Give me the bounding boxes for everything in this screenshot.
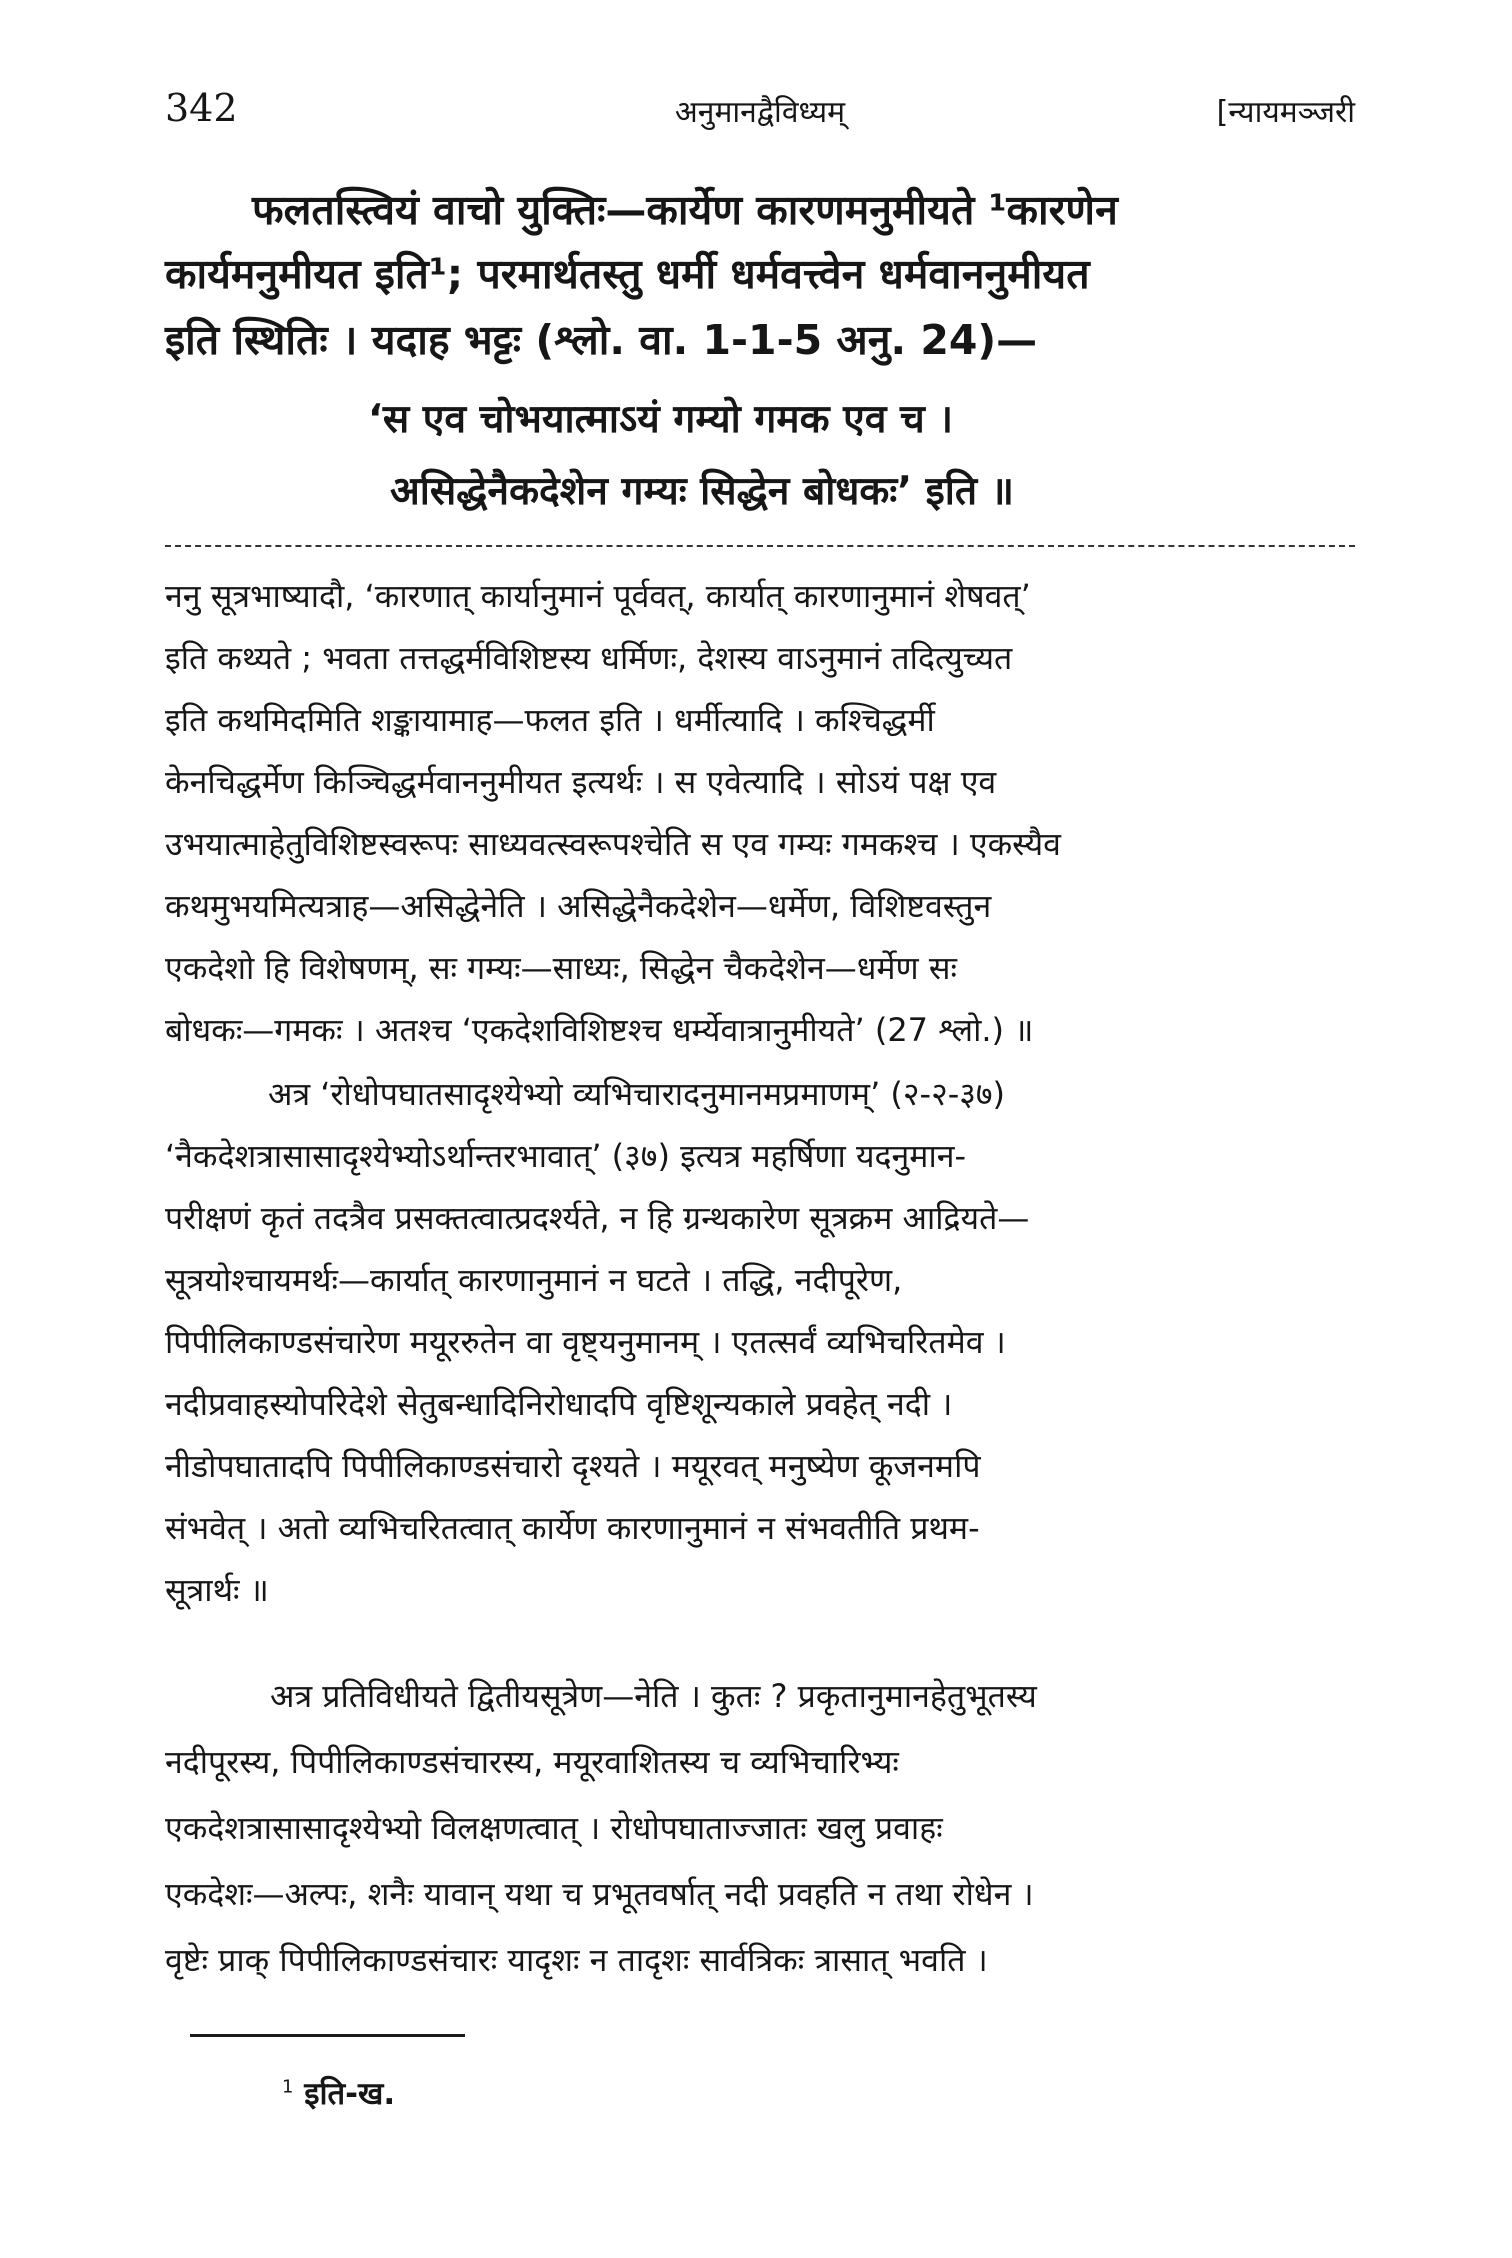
commentary-line: इति कथ्यते ; भवता तत्तद्धर्मविशिष्टस्य धर्मिणः, देशस्य वाऽनुमानं तदित्युच्यत (165, 639, 1013, 677)
commentary-line: केनचिद्धर्मेण किञ्चिद्धर्मवाननुमीयत इत्यर्थः । स एवेत्यादि । सोऽयं पक्ष एव (165, 763, 997, 801)
work-title: [न्यायमञ्जरी (1216, 95, 1355, 130)
commentary-line: पिपीलिकाण्डसंचारेण मयूररुतेन वा वृष्ट्यनुमानम् । एतत्सर्वं व्यभिचरितमेव । (165, 1323, 1006, 1361)
commentary-line: नदीपूरस्य, पिपीलिकाण्डसंचारस्य, मयूरवाशितस्य च व्यभिचारिभ्यः (165, 1743, 899, 1781)
commentary-line: ननु सूत्रभाष्यादौ, ‘कारणात् कार्यानुमानं पूर्ववत्, कार्यात् कारणानुमानं शेषवत्’ (165, 577, 1031, 615)
footnote-text: इति-ख. (304, 2076, 396, 2112)
commentary-line: एकदेशः—अल्पः, शनैः यावान् यथा च प्रभूतवर्षात् नदी प्रवहति न तथा रोधेन । (165, 1875, 1034, 1913)
text-line: इति स्थितिः । यदाह भट्टः (श्लो. वा. 1-1-5 अनु. 24)— (165, 316, 1038, 364)
commentary-line: सूत्रयोश्चायमर्थः—कार्यात् कारणानुमानं न घटते । तद्धि, नदीपूरेण, (165, 1261, 903, 1299)
commentary-line: बोधकः—गमकः । अतश्च ‘एकदेशविशिष्टश्च धर्म्येवात्रानुमीयते’ (27 श्लो.) ॥ (165, 1011, 1034, 1049)
commentary-line: वृष्टेः प्राक् पिपीलिकाण्डसंचारः यादृशः न तादृशः सार्वत्रिकः त्रासात् भवति । (165, 1941, 988, 1979)
page-number: 342 (165, 86, 238, 130)
commentary-line: अत्र ‘रोधोपघातसादृश्येभ्यो व्यभिचारादनुमानमप्रमाणम्’ (२-२-३७) (268, 1075, 1006, 1113)
text-line: कार्यमनुमीयत इति¹; परमार्थतस्तु धर्मी धर्मवत्त्वेन धर्मवाननुमीयत (165, 250, 1090, 298)
commentary-line: उभयात्माहेतुविशिष्टस्वरूपः साध्यवत्स्वरूपश्चेति स एव गम्यः गमकश्च । एकस्यैव (165, 825, 1061, 863)
verse-line: असिद्धेनैकदेशेन गम्यः सिद्धेन बोधकः’ इति ॥ (390, 469, 1015, 514)
commentary-line: नीडोपघातादपि पिपीलिकाण्डसंचारो दृश्यते । मयूरवत् मनुष्येण कूजनमपि (165, 1447, 981, 1485)
text-line: फलतस्त्वियं वाचो युक्तिः—कार्येण कारणमनुमीयते ¹कारणेन (252, 186, 1118, 234)
divider (165, 545, 1355, 547)
running-title: अनुमानद्वैविध्यम् (674, 95, 846, 130)
commentary-line: ‘नैकदेशत्रासासादृश्येभ्योऽर्थान्तरभावात्’ (३७) इत्यत्र महर्षिणा यदनुमान- (165, 1137, 967, 1175)
page-header (165, 86, 1355, 146)
commentary-line: एकदेशो हि विशेषणम्, सः गम्यः—साध्यः, सिद्धेन चैकदेशेन—धर्मेण सः (165, 949, 957, 987)
commentary-line: इति कथमिदमिति शङ्कायामाह—फलत इति । धर्मीत्यादि । कश्चिद्धर्मी (165, 701, 935, 739)
commentary-line: कथमुभयमित्यत्राह—असिद्धेनेति । असिद्धेनैकदेशेन—धर्मेण, विशिष्टवस्तुन (165, 887, 992, 925)
commentary-line: संभवेत् । अतो व्यभिचरितत्वात् कार्येण कारणानुमानं न संभवतीति प्रथम- (165, 1509, 980, 1547)
commentary-line: परीक्षणं कृतं तदत्रैव प्रसक्तत्वात्प्रदर्श्यते, न हि ग्रन्थकारेण सूत्रक्रम आद्रियते— (165, 1199, 1030, 1237)
commentary-line: सूत्रार्थः ॥ (165, 1571, 269, 1609)
commentary-line: अत्र प्रतिविधीयते द्वितीयसूत्रेण—नेति । कुतः ? प्रकृतानुमानहेतुभूतस्य (270, 1677, 1037, 1715)
footnote-marker: 1 (282, 2076, 294, 2098)
footnote (282, 2072, 395, 2114)
commentary-line: एकदेशत्रासासादृश्येभ्यो विलक्षणत्वात् । रोधोपघाताज्जातः खलु प्रवाहः (165, 1809, 943, 1847)
verse-line: ‘स एव चोभयात्माऽयं गम्यो गमक एव च । (368, 397, 954, 442)
commentary-line: नदीप्रवाहस्योपरिदेशे सेतुबन्धादिनिरोधादपि वृष्टिशून्यकाले प्रवहेत् नदी । (165, 1385, 953, 1423)
footnote-rule (190, 2034, 465, 2037)
